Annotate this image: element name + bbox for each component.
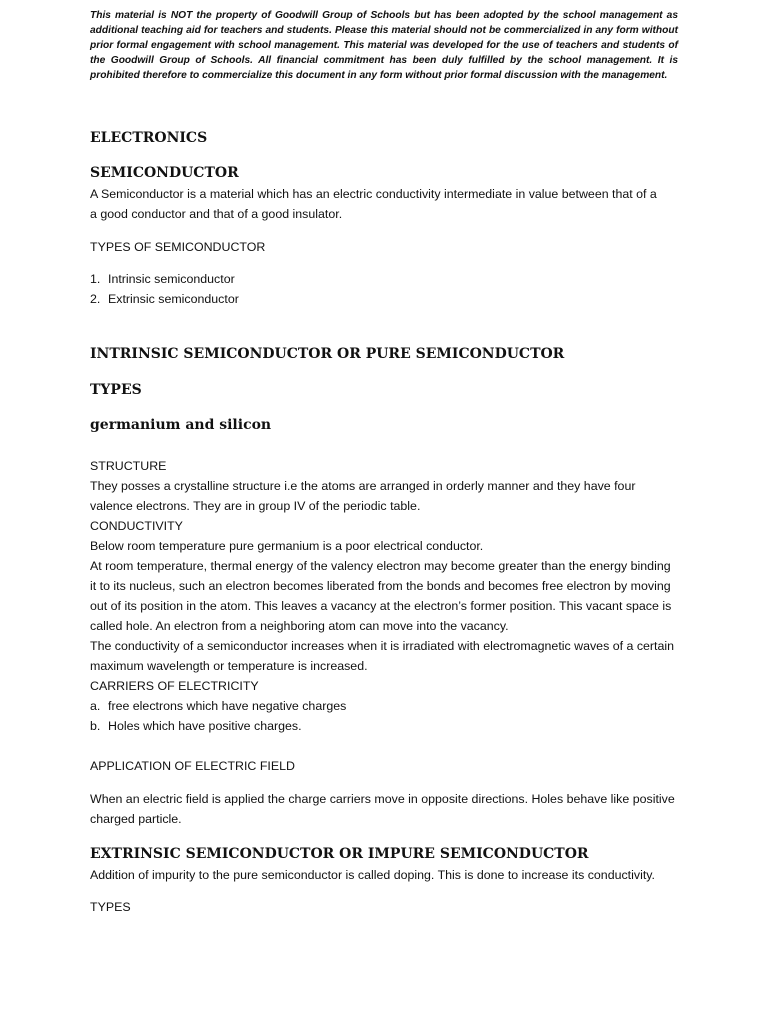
conductivity-paragraph-2: At room temperature, thermal energy of the valency electron may become greater than the energy binding it to its nucleus, such an electron becomes liberated from the bonds and becomes free electron by moving out of its position in the atom. This leaves a vacancy at the electron’s former position. This vacant space is called hole. An electron from a neighboring atom can move into the vacancy. [90, 559, 672, 633]
heading-intrinsic: INTRINSIC SEMICONDUCTOR OR PURE SEMICONDUCTOR [90, 346, 565, 362]
list-marker: 1. [90, 272, 101, 286]
application-text: When an electric field is applied the charge carriers move in opposite directions. Holes behave like positive charged particle. [90, 792, 675, 826]
semiconductor-definition-line2: a good conductor and that of a good insulator. [90, 207, 343, 221]
carriers-label: CARRIERS OF ELECTRICITY [90, 679, 259, 693]
list-item-text: Holes which have positive charges. [108, 719, 302, 733]
disclaimer-notice: This material is NOT the property of Goodwill Group of Schools but has been adopted by the school management as additional teaching aid for teachers and students. Please this material should not be commercialized in any form without prior formal engagement with school management. This material was developed for the use of teachers and students of the Goodwill Group of Schools. All financial commitment has been duly fulfilled by the school management. It is prohibited therefore to commercialize this document in any form without prior formal discussion with the management. [90, 10, 678, 81]
semiconductor-definition-line1: A Semiconductor is a material which has an electric conductivity intermediate in value between that of a [90, 187, 657, 201]
structure-label: STRUCTURE [90, 459, 167, 473]
list-marker: a. [90, 699, 101, 713]
list-item-text: Intrinsic semiconductor [108, 272, 235, 286]
conductivity-label: CONDUCTIVITY [90, 519, 183, 533]
heading-semiconductor: SEMICONDUCTOR [90, 165, 239, 181]
heading-germanium-silicon: germanium and silicon [90, 417, 272, 433]
extrinsic-types-label: TYPES [90, 900, 131, 914]
structure-text: They posses a crystalline structure i.e the atoms are arranged in orderly manner and they have four valence electrons. They are in group IV of the periodic table. [90, 479, 636, 513]
list-item [90, 716, 302, 736]
conductivity-paragraph-1: Below room temperature pure germanium is a poor electrical conductor. [90, 539, 484, 553]
list-item [90, 269, 235, 289]
heading-extrinsic: EXTRINSIC SEMICONDUCTOR OR IMPURE SEMICONDUCTOR [90, 846, 589, 862]
conductivity-paragraph-3: The conductivity of a semiconductor increases when it is irradiated with electromagnetic waves of a certain maximum wavelength or temperature is increased. [90, 639, 675, 673]
types-of-semiconductor-label: TYPES OF SEMICONDUCTOR [90, 240, 266, 254]
list-item [90, 696, 346, 716]
heading-types: TYPES [90, 382, 142, 398]
heading-electronics: ELECTRONICS [90, 130, 208, 146]
list-item-text: free electrons which have negative charges [108, 699, 347, 713]
application-label: APPLICATION OF ELECTRIC FIELD [90, 759, 295, 773]
list-item-text: Extrinsic semiconductor [108, 292, 239, 306]
list-item [90, 289, 239, 309]
list-marker: b. [90, 719, 101, 733]
list-marker: 2. [90, 292, 101, 306]
extrinsic-text: Addition of impurity to the pure semiconductor is called doping. This is done to increase its conductivity. [90, 868, 655, 882]
